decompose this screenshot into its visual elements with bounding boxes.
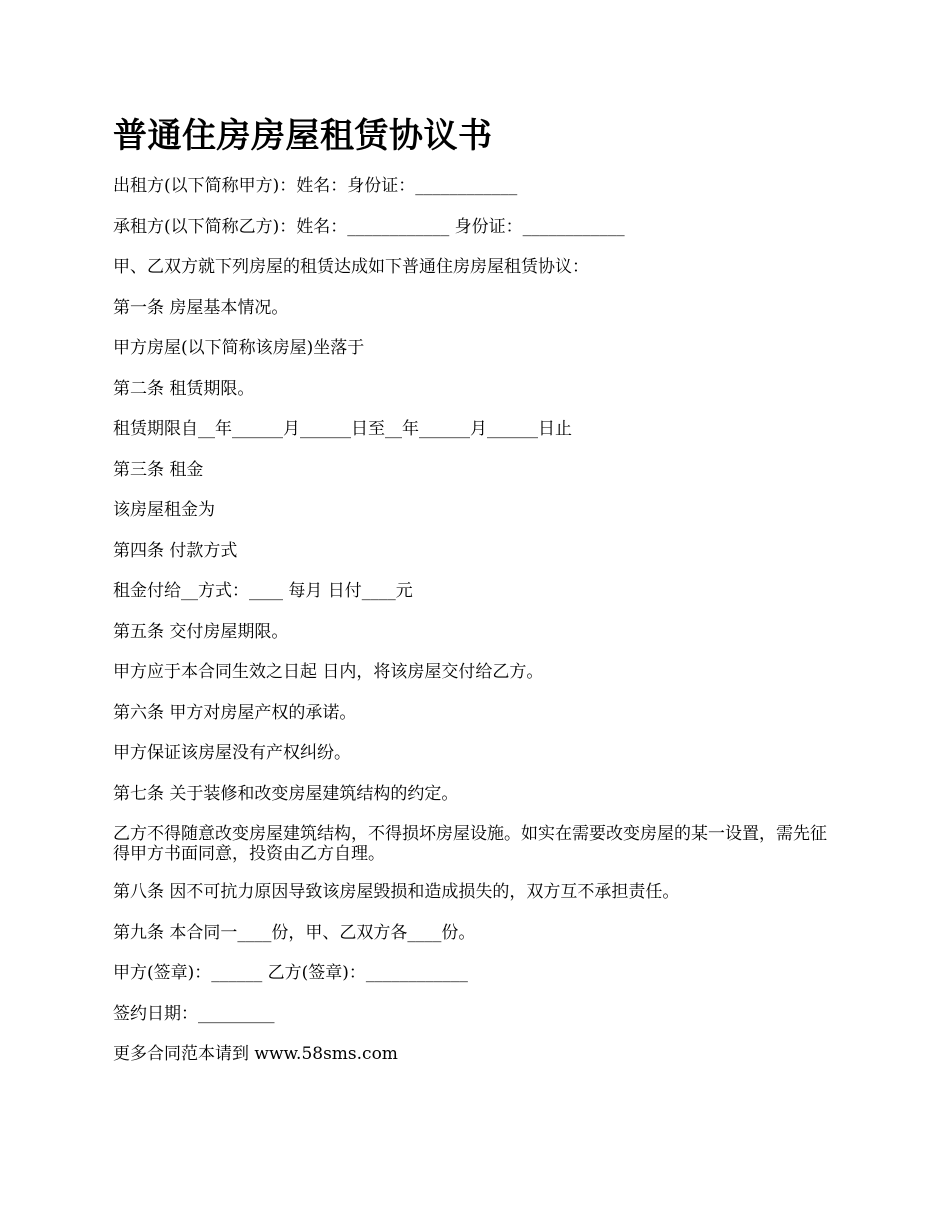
article-3-heading: 第三条 租金: [113, 459, 204, 480]
lessor-info: 出租方(以下简称甲方)：姓名：身份证：____________: [113, 176, 518, 196]
footer-more-contracts: 更多合同范本请到 www.58sms.com: [113, 1044, 398, 1064]
article-5-heading: 第五条 交付房屋期限。: [113, 621, 289, 642]
article-5-text: 甲方应于本合同生效之日起 日内，将该房屋交付给乙方。: [113, 662, 544, 682]
article-6-heading: 第六条 甲方对房屋产权的承诺。: [113, 702, 357, 723]
article-4-text: 租金付给__方式：____ 每月 日付____元: [113, 581, 413, 601]
article-3-text: 该房屋租金为: [113, 500, 215, 520]
document-page: [113, 112, 838, 1085]
article-9-text: 第九条 本合同一____份，甲、乙双方各____份。: [113, 922, 476, 943]
signing-date: 签约日期：_________: [113, 1003, 275, 1024]
article-4-heading: 第四条 付款方式: [113, 540, 238, 561]
document-title: 普通住房房屋租赁协议书: [113, 116, 493, 156]
agreement-intro: 甲、乙双方就下列房屋的租赁达成如下普通住房房屋租赁协议：: [113, 257, 589, 277]
signature-line: 甲方(签章)：______ 乙方(签章)：____________: [113, 963, 468, 983]
lessee-info: 承租方(以下简称乙方)：姓名：____________ 身份证：____________: [113, 216, 625, 237]
article-7-heading: 第七条 关于装修和改变房屋建筑结构的约定。: [113, 783, 459, 804]
article-1-text: 甲方房屋(以下简称该房屋)坐落于: [113, 338, 365, 358]
article-2-text: 租赁期限自__年______月______日至__年______月______日止: [113, 419, 572, 439]
article-6-text: 甲方保证该房屋没有产权纠纷。: [113, 743, 351, 763]
article-8-text: 第八条 因不可抗力原因导致该房屋毁损和造成损失的，双方互不承担责任。: [113, 882, 680, 902]
article-2-heading: 第二条 租赁期限。: [113, 378, 255, 399]
article-1-heading: 第一条 房屋基本情况。: [113, 297, 289, 318]
article-7-text: 乙方不得随意改变房屋建筑结构，不得损坏房屋设施。如实在需要改变房屋的某一设置，需先征得甲方书面同意，投资由乙方自理。: [113, 824, 827, 864]
